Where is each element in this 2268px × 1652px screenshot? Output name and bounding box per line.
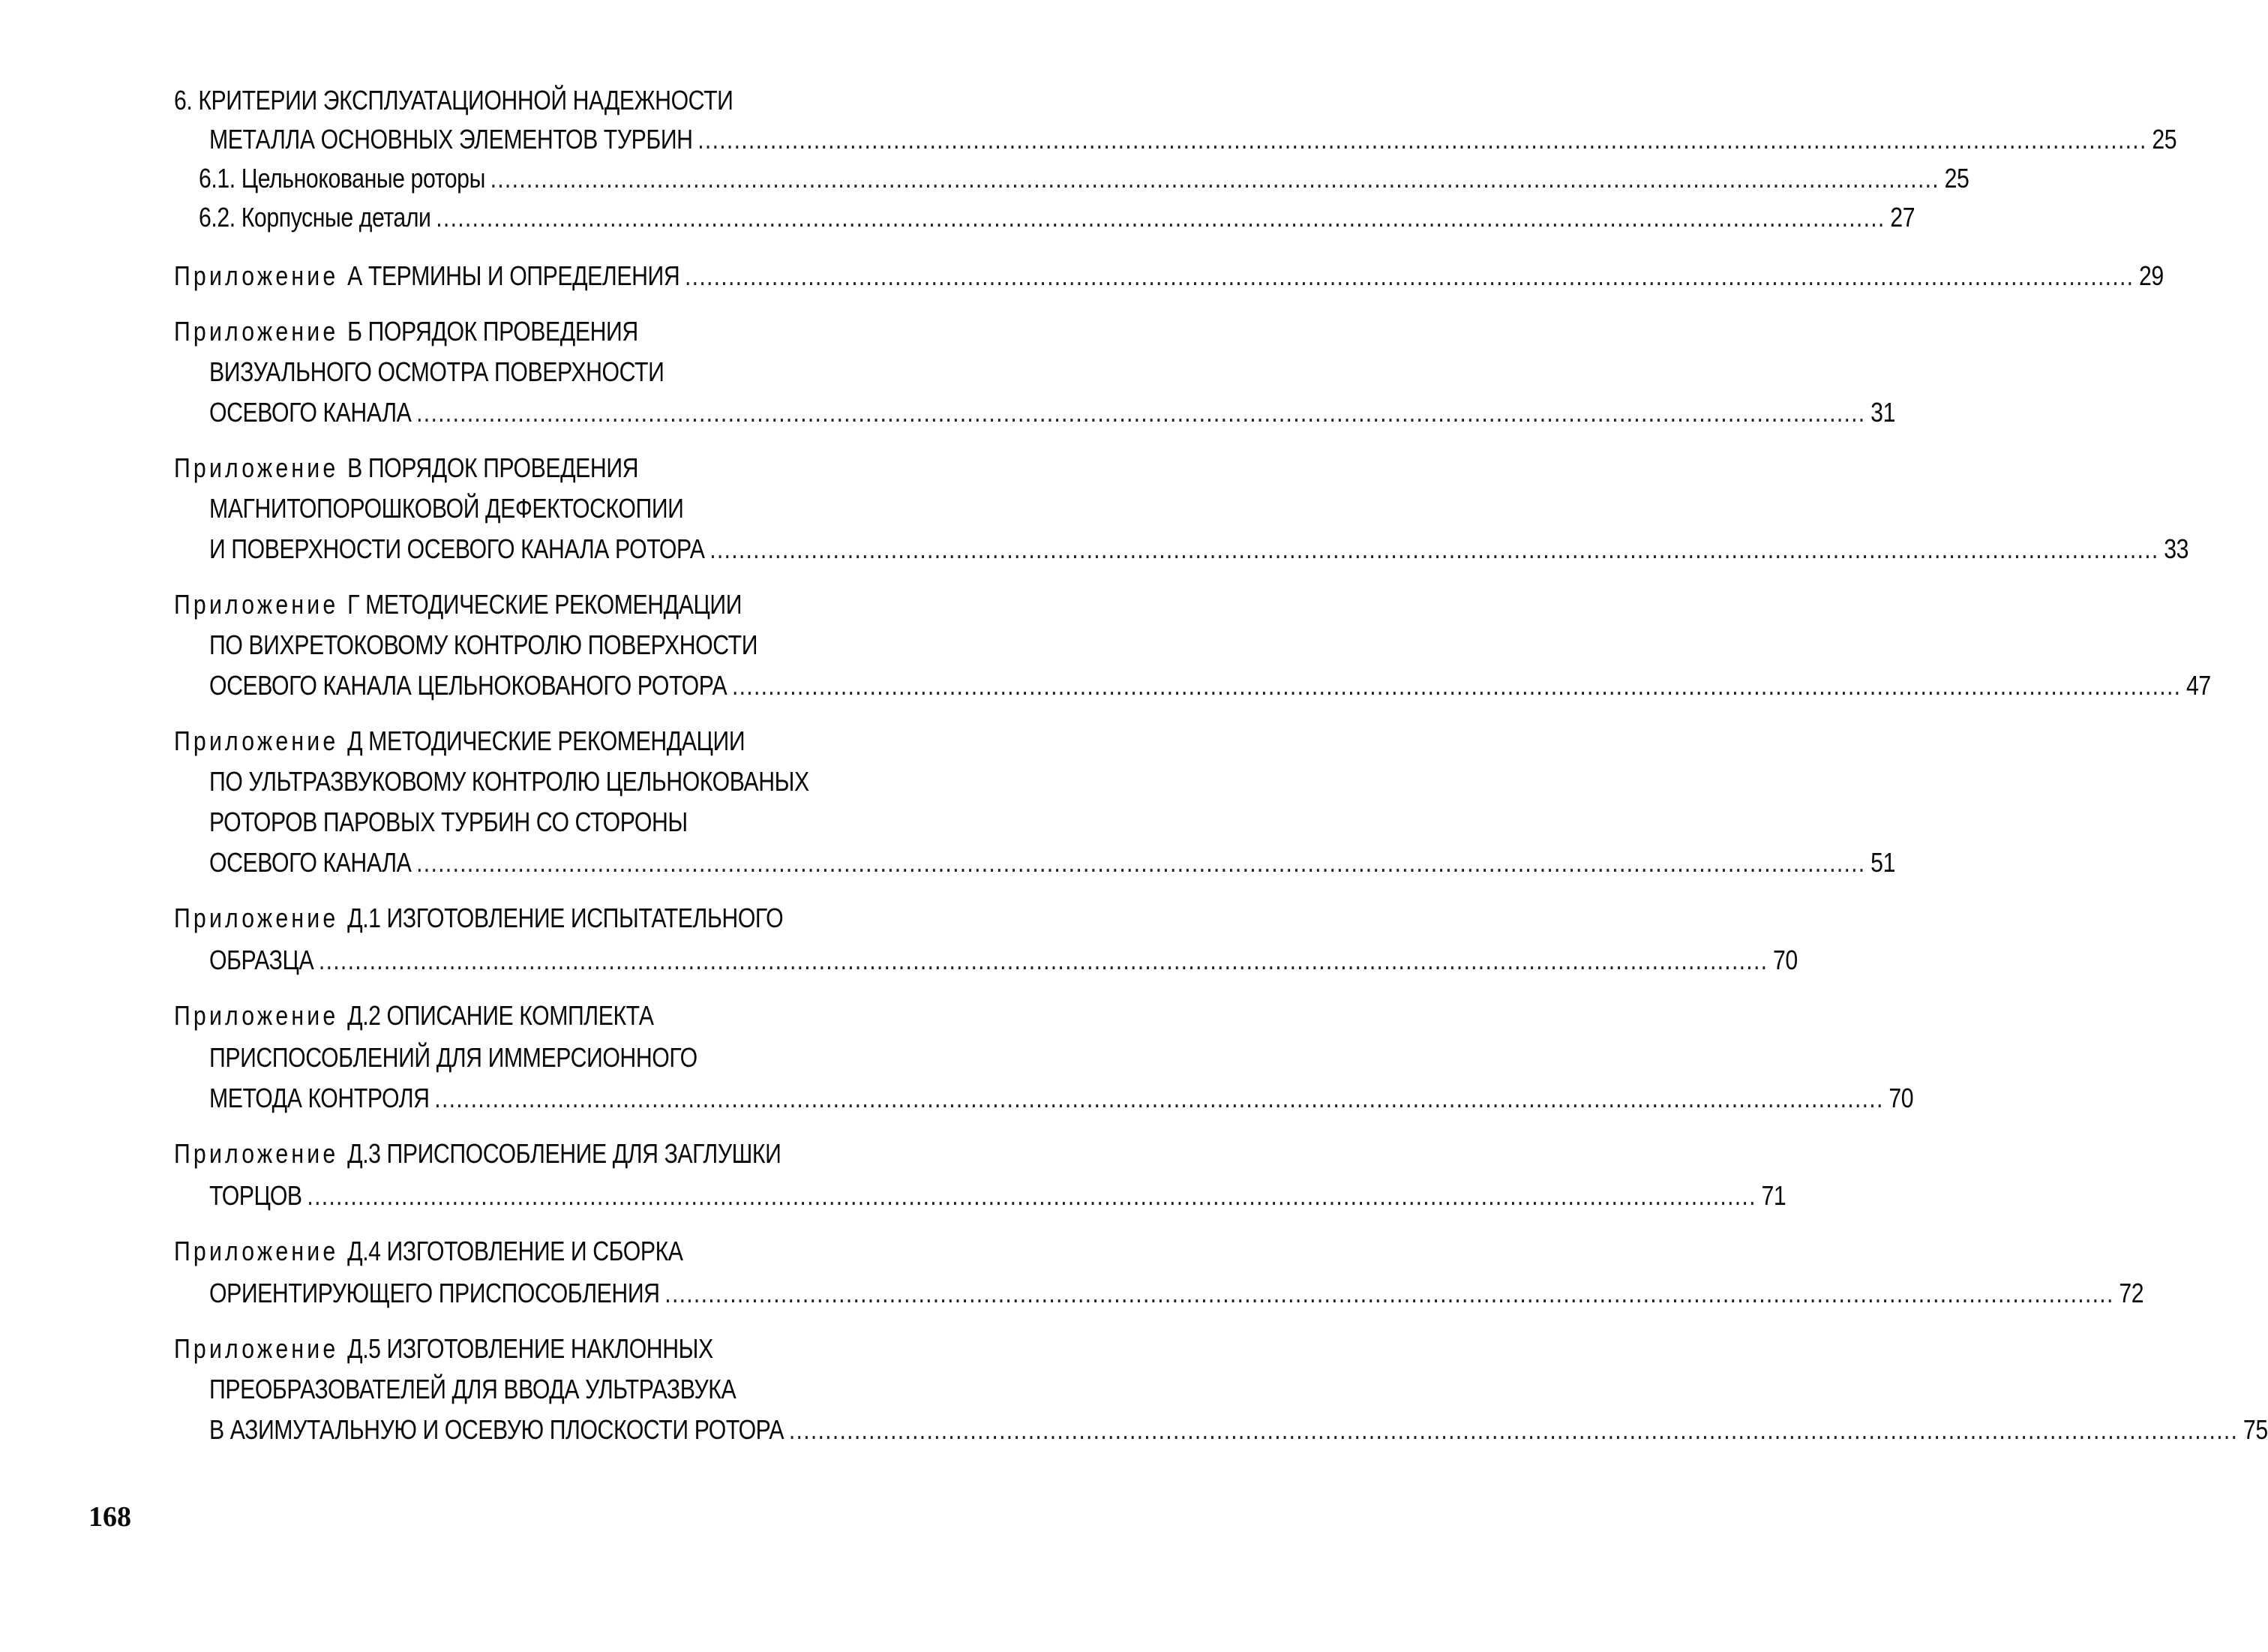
toc-entry-text: ПО УЛЬТРАЗВУКОВОМУ КОНТРОЛЮ ЦЕЛЬНОКОВАНЫХ (209, 766, 809, 797)
toc-line (209, 806, 688, 839)
dot-leader: ........................................................................................................................................................................................................ (307, 1180, 1756, 1211)
toc-entry-text: Б ПОРЯДОК ПРОВЕДЕНИЯ (347, 316, 638, 347)
toc-entry-text: 6.2. Корпусные детали (199, 202, 431, 233)
toc-line (199, 162, 1970, 195)
toc-entry-text: ПРЕОБРАЗОВАТЕЛЕЙ ДЛЯ ВВОДА УЛЬТРАЗВУКА (209, 1374, 736, 1404)
appendix-prefix: Приложение (174, 1236, 339, 1266)
toc-page-number: 27 (1890, 202, 1916, 233)
appendix-prefix: Приложение (174, 903, 339, 933)
toc-entry-text: ВИЗУАЛЬНОГО ОСМОТРА ПОВЕРХНОСТИ (209, 356, 664, 387)
toc-line (174, 1235, 683, 1268)
toc-line (209, 396, 1895, 429)
dot-leader: ........................................................................................................................................................................................................ (416, 847, 1866, 878)
toc-line (209, 533, 2189, 566)
toc-entry-text: Д.1 ИЗГОТОВЛЕНИЕ ИСПЫТАТЕЛЬНОГО (347, 903, 784, 933)
toc-line (209, 1082, 1914, 1115)
toc-entry-text: ОСЕВОГО КАНАЛА ЦЕЛЬНОКОВАНОГО РОТОРА (209, 670, 728, 701)
toc-entry-text: ПРИСПОСОБЛЕНИЙ ДЛЯ ИММЕРСИОННОГО (209, 1042, 698, 1073)
toc-line (199, 201, 1916, 234)
toc-page-number: 72 (2119, 1278, 2144, 1308)
toc-page-number: 25 (2152, 124, 2177, 155)
toc-entry-text: Д.4 ИЗГОТОВЛЕНИЕ И СБОРКА (347, 1236, 683, 1266)
dot-leader: ........................................................................................................................................................................................................ (698, 124, 2147, 155)
dot-leader: ........................................................................................................................................................................................................ (318, 945, 1768, 975)
toc-line (174, 315, 638, 348)
toc-line (174, 260, 2164, 293)
toc-line (209, 669, 2211, 702)
appendix-prefix: Приложение (174, 1000, 339, 1031)
toc-line (209, 1277, 2144, 1310)
toc-line (209, 1413, 2268, 1446)
toc-entry-text: ОРИЕНТИРУЮЩЕГО ПРИСПОСОБЛЕНИЯ (209, 1278, 660, 1308)
toc-line (209, 356, 664, 389)
toc-entry-text: ПО ВИХРЕТОКОВОМУ КОНТРОЛЮ ПОВЕРХНОСТИ (209, 629, 758, 660)
toc-entry-text: А ТЕРМИНЫ И ОПРЕДЕЛЕНИЯ (347, 260, 680, 291)
dot-leader: ........................................................................................................................................................................................................ (788, 1414, 2239, 1445)
toc-line (174, 725, 745, 758)
appendix-prefix: Приложение (174, 725, 339, 756)
toc-page-number: 47 (2186, 670, 2211, 701)
toc-page-number: 25 (1944, 163, 1970, 194)
toc-entry-text: И ПОВЕРХНОСТИ ОСЕВОГО КАНАЛА РОТОРА (209, 533, 705, 564)
appendix-prefix: Приложение (174, 316, 339, 347)
toc-entry-text: Д.2 ОПИСАНИЕ КОМПЛЕКТА (347, 1000, 654, 1031)
appendix-prefix: Приложение (174, 1138, 339, 1169)
toc-entry-text: МАГНИТОПОРОШКОВОЙ ДЕФЕКТОСКОПИИ (209, 493, 684, 524)
toc-line (209, 123, 2177, 156)
dot-leader: ........................................................................................................................................................................................................ (664, 1278, 2114, 1308)
toc-page-number: 51 (1870, 847, 1895, 878)
toc-line (174, 84, 733, 117)
appendix-prefix: Приложение (174, 452, 339, 483)
toc-line (174, 452, 638, 485)
dot-leader: ........................................................................................................................................................................................................ (436, 202, 1886, 233)
dot-leader: ........................................................................................................................................................................................................ (434, 1083, 1884, 1113)
appendix-prefix: Приложение (174, 1333, 339, 1364)
appendix-prefix: Приложение (174, 260, 339, 291)
dot-leader: ........................................................................................................................................................................................................ (731, 670, 2182, 701)
toc-entry-text: Г МЕТОДИЧЕСКИЕ РЕКОМЕНДАЦИИ (347, 589, 742, 620)
toc-entry-text: Д.3 ПРИСПОСОБЛЕНИЕ ДЛЯ ЗАГЛУШКИ (347, 1138, 782, 1169)
toc-line (209, 1179, 1786, 1212)
toc-entry-text: МЕТОДА КОНТРОЛЯ (209, 1083, 430, 1113)
toc-page-number: 71 (1761, 1180, 1786, 1211)
toc-entry-text: Д МЕТОДИЧЕСКИЕ РЕКОМЕНДАЦИИ (347, 725, 746, 756)
toc-line (209, 765, 809, 798)
toc-line (209, 1373, 736, 1406)
dot-leader: ........................................................................................................................................................................................................ (490, 163, 1940, 194)
dot-leader: ........................................................................................................................................................................................................ (710, 533, 2159, 564)
toc-entry-text: 6.1. Цельнокованые роторы (199, 163, 485, 194)
toc-entry-text: МЕТАЛЛА ОСНОВНЫХ ЭЛЕМЕНТОВ ТУРБИН (209, 124, 693, 155)
toc-line (209, 944, 1798, 977)
toc-line (174, 999, 653, 1032)
toc-page-number: 70 (1888, 1083, 1914, 1113)
toc-entry-text: Д.5 ИЗГОТОВЛЕНИЕ НАКЛОННЫХ (347, 1333, 713, 1364)
toc-line (174, 588, 742, 621)
toc-page-number: 33 (2164, 533, 2189, 564)
appendix-prefix: Приложение (174, 589, 339, 620)
toc-entry-text: 6. КРИТЕРИИ ЭКСПЛУАТАЦИОННОЙ НАДЕЖНОСТИ (174, 85, 734, 116)
toc-entry-text: ОБРАЗЦА (209, 945, 314, 975)
toc-line (209, 492, 683, 525)
toc-entry-text: ТОРЦОВ (209, 1180, 302, 1211)
toc-line (174, 1137, 781, 1170)
toc-line (174, 1332, 713, 1365)
toc-line (209, 1041, 698, 1074)
toc-page-number: 70 (1772, 945, 1798, 975)
toc-entry-text: В АЗИМУТАЛЬНУЮ И ОСЕВУЮ ПЛОСКОСТИ РОТОРА (209, 1414, 784, 1445)
toc-line (209, 846, 1895, 879)
dot-leader: ........................................................................................................................................................................................................ (416, 397, 1866, 428)
page-number: 168 (88, 1501, 131, 1533)
toc-entry-text: ОСЕВОГО КАНАЛА (209, 397, 412, 428)
toc-line (174, 902, 783, 935)
toc-entry-text: ОСЕВОГО КАНАЛА (209, 847, 412, 878)
toc-line (209, 629, 758, 662)
toc-page-number: 31 (1870, 397, 1895, 428)
toc-page-number: 29 (2139, 260, 2164, 291)
toc-entry-text: В ПОРЯДОК ПРОВЕДЕНИЯ (347, 452, 639, 483)
toc-page-number: 75 (2242, 1414, 2268, 1445)
toc-entry-text: РОТОРОВ ПАРОВЫХ ТУРБИН СО СТОРОНЫ (209, 806, 688, 837)
dot-leader: ........................................................................................................................................................................................................ (684, 260, 2134, 291)
